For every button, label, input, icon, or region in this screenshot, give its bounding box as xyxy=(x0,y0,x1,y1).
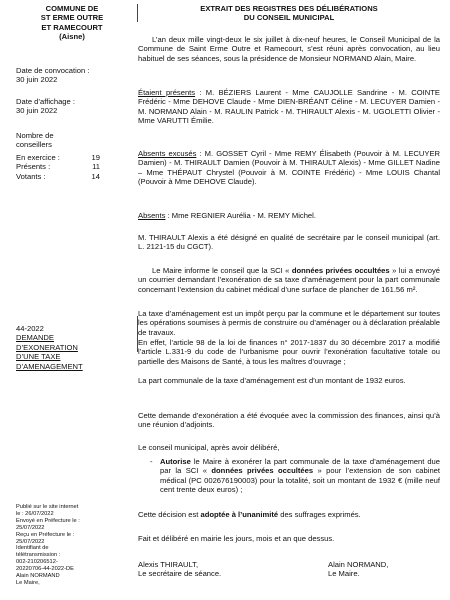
affichage-label: Date d’affichage : xyxy=(16,97,75,106)
decision-text-bold: adoptée à l’unanimité xyxy=(200,510,279,519)
bullet-text-part: » pour l’extension de son cabinet médical (PC 002676190003) pour la totalité, soit un montant de 1932 € (mille neuf cent trente deux euros) ; xyxy=(160,466,440,495)
affichage-block xyxy=(16,97,75,116)
title-line: DU CONSEIL MUNICIPAL xyxy=(243,13,335,23)
absents-paragraph xyxy=(138,211,440,220)
affichage-date: 30 juin 2022 xyxy=(16,106,58,116)
montant-text: La part communale de la taxe d’aménagement est d’un montant de 1932 euros. xyxy=(138,376,406,385)
publication-line: Alain NORMAND xyxy=(16,573,60,580)
excuses-paragraph xyxy=(138,149,440,187)
publication-line: le : 26/07/2022 xyxy=(16,510,54,517)
bullet-text xyxy=(160,457,440,495)
loi-text: En effet, l’article 98 de la loi de finances n° 2017-1837 du 30 décembre 2017 a modifié l’article L.331-9 du code de l’urbanisme pour ouvrir l’exonération facultative totale ou partielle des Maisons de Santé, à tous les maîtres d’ouvrage ; xyxy=(138,338,440,366)
deliberation-title-line: DEMANDE xyxy=(16,333,54,343)
intro-paragraph xyxy=(138,35,440,63)
taxe-paragraph xyxy=(138,309,440,337)
stat-value: 19 xyxy=(91,153,100,162)
deliberation-title-line: D’AMENAGEMENT xyxy=(16,361,83,371)
stat-label: En exercice : xyxy=(16,153,60,162)
signature-secretaire xyxy=(138,560,221,579)
deliberation-title-line: D’UNE TAXE xyxy=(16,352,61,362)
signature-role: Le Maire. xyxy=(328,569,360,579)
commune-line: ST ERME OUTRE xyxy=(40,13,104,23)
publication-line: Reçu en Préfecture le : xyxy=(16,531,75,538)
conseillers-label-line: conseillers xyxy=(16,140,52,150)
excuses-label: Absents excusés xyxy=(138,149,197,158)
signature-name: Alain NORMAND, xyxy=(328,560,389,569)
publication-line: 25/07/2022 xyxy=(16,524,45,531)
bullet-dash: - xyxy=(150,457,153,466)
secretaire-paragraph xyxy=(138,233,440,252)
bullet-text-part: le Maire à exonérer la part communale de la taxe d’aménagement due par la SCI « xyxy=(160,457,440,476)
excuses-text: : M. GOSSET Cyril - Mme REMY Élisabeth (Pouvoir à M. LECUYER Damien) - M. THIRAULT Damien (Pouvoir à M. THIRAULT Alexis) - Mme GILLET Nadine – Mme THÉPAUT Chrystel (Pouvoir à M. COINTE Frédéric) - Mme LOUIS Chantal (Pouvoir à Mme DEHOVE Claude). xyxy=(138,149,440,187)
stat-row xyxy=(16,172,128,181)
signature-role: Le secrétaire de séance. xyxy=(138,569,222,579)
decision-text: des suffrages exprimés. xyxy=(278,510,361,519)
fait-paragraph xyxy=(138,534,440,543)
commune-line: COMMUNE DE xyxy=(45,4,99,13)
stat-row xyxy=(16,153,128,162)
decision-text: Cette décision est xyxy=(138,510,201,519)
absents-text: : Mme REGNIER Aurélia - M. REMY Michel. xyxy=(165,211,316,220)
presents-label: Étaient présents xyxy=(138,88,196,97)
stat-value: 11 xyxy=(92,162,100,172)
publication-stamp xyxy=(16,504,106,587)
commission-text: Cette demande d’exonération a été évoquée avec la commission des finances, ainsi qu’à une réunion d’adjoints. xyxy=(138,411,440,430)
loi-paragraph xyxy=(138,338,440,366)
publication-line: Le Maire, xyxy=(16,579,40,586)
publication-line: télétransmission : xyxy=(16,552,61,559)
taxe-text: La taxe d’aménagement est un impôt perçu par la commune et le département sur toutes les opérations soumises à permis de construire ou d’aménager ou à déclaration préalable de travaux. xyxy=(138,309,440,337)
convocation-block xyxy=(16,66,89,85)
conseil-paragraph xyxy=(138,443,440,452)
commune-header xyxy=(16,4,128,42)
conseillers-label-line: Nombre de xyxy=(16,131,54,140)
title-line: EXTRAIT DES REGISTRES DES DÉLIBÉRATIONS xyxy=(200,4,378,13)
maire-informe-paragraph xyxy=(138,266,440,294)
decision-bullet xyxy=(138,457,440,495)
fait-text: Fait et délibéré en mairie les jours, mois et an que dessus. xyxy=(138,534,335,543)
deliberation-number: 44-2022 xyxy=(16,324,44,333)
intro-text: L’an deux mille vingt-deux le six juillet à dix-neuf heures, le Conseil Municipal de la Commune de Saint Erme Outre et Ramecourt, s’est réuni après convocation, au lieu habituel de ses séances, sous la présidence de Monsieur NORMAND Alain, Maire. xyxy=(138,35,440,63)
bullet-bold: Autorise xyxy=(160,457,191,466)
maire-text-bold: données privées occultées xyxy=(291,266,390,275)
conseillers-stats xyxy=(16,153,128,181)
absents-label: Absents xyxy=(138,211,166,220)
secretaire-text: M. THIRAULT Alexis a été désigné en qualité de secrétaire par le conseil municipal (art. L. 2121-15 du CGCT). xyxy=(138,233,440,252)
document-title xyxy=(138,4,440,23)
publication-line: Identifiant de xyxy=(16,545,49,552)
montant-paragraph xyxy=(138,376,440,385)
publication-line: 002-210206512- xyxy=(16,559,58,566)
signature-maire xyxy=(328,560,388,579)
signature-name: Alexis THIRAULT, xyxy=(138,560,199,569)
maire-text: Le Maire informe le conseil que la SCI « xyxy=(152,266,292,275)
deliberation-rubric xyxy=(16,324,128,371)
publication-line: 20220706-44-2022-DE xyxy=(16,566,74,573)
commune-line: (Aisne) xyxy=(59,32,85,42)
presents-text: : M. BÉZIERS Laurent - Mme CAUJOLLE Sandrine - M. COINTE Frédéric - Mme DEHOVE Claude - Mme DIEN-BRÉANT Céline - M. LECUYER Damien - M. NORMAND Alain - M. RAULIN Patrick - M. THIRAULT Alexis - M. UGOLETTI Olivier - Mme VARUTTI Émilie. xyxy=(138,88,440,126)
deliberation-title-line: D’EXONERATION xyxy=(16,342,78,352)
publication-line: 25/07/2022 xyxy=(16,538,45,545)
decision-paragraph xyxy=(138,510,440,519)
presents-paragraph xyxy=(138,88,440,126)
commission-paragraph xyxy=(138,411,440,430)
maire-text: » lui a envoyé un courrier demandant l’exonération de sa taxe d’aménagement pour la part communale concernant l’extension du cabinet médical d’une surface de plancher de 161.56 m². xyxy=(138,266,440,294)
publication-line: Envoyé en Préfecture le : xyxy=(16,517,80,524)
commune-line: ET RAMECOURT xyxy=(41,22,103,32)
publication-line: Publié sur le site internet xyxy=(16,504,79,510)
convocation-label: Date de convocation : xyxy=(16,66,90,75)
stat-label: Présents : xyxy=(16,162,51,172)
conseil-text: Le conseil municipal, après avoir délibéré, xyxy=(138,443,280,452)
conseillers-label xyxy=(16,131,54,150)
bullet-bold: données privées occultées xyxy=(211,466,314,476)
stat-value: 14 xyxy=(91,171,100,181)
stat-label: Votants : xyxy=(16,171,46,181)
convocation-date: 30 juin 2022 xyxy=(16,75,58,85)
stat-row xyxy=(16,162,128,171)
